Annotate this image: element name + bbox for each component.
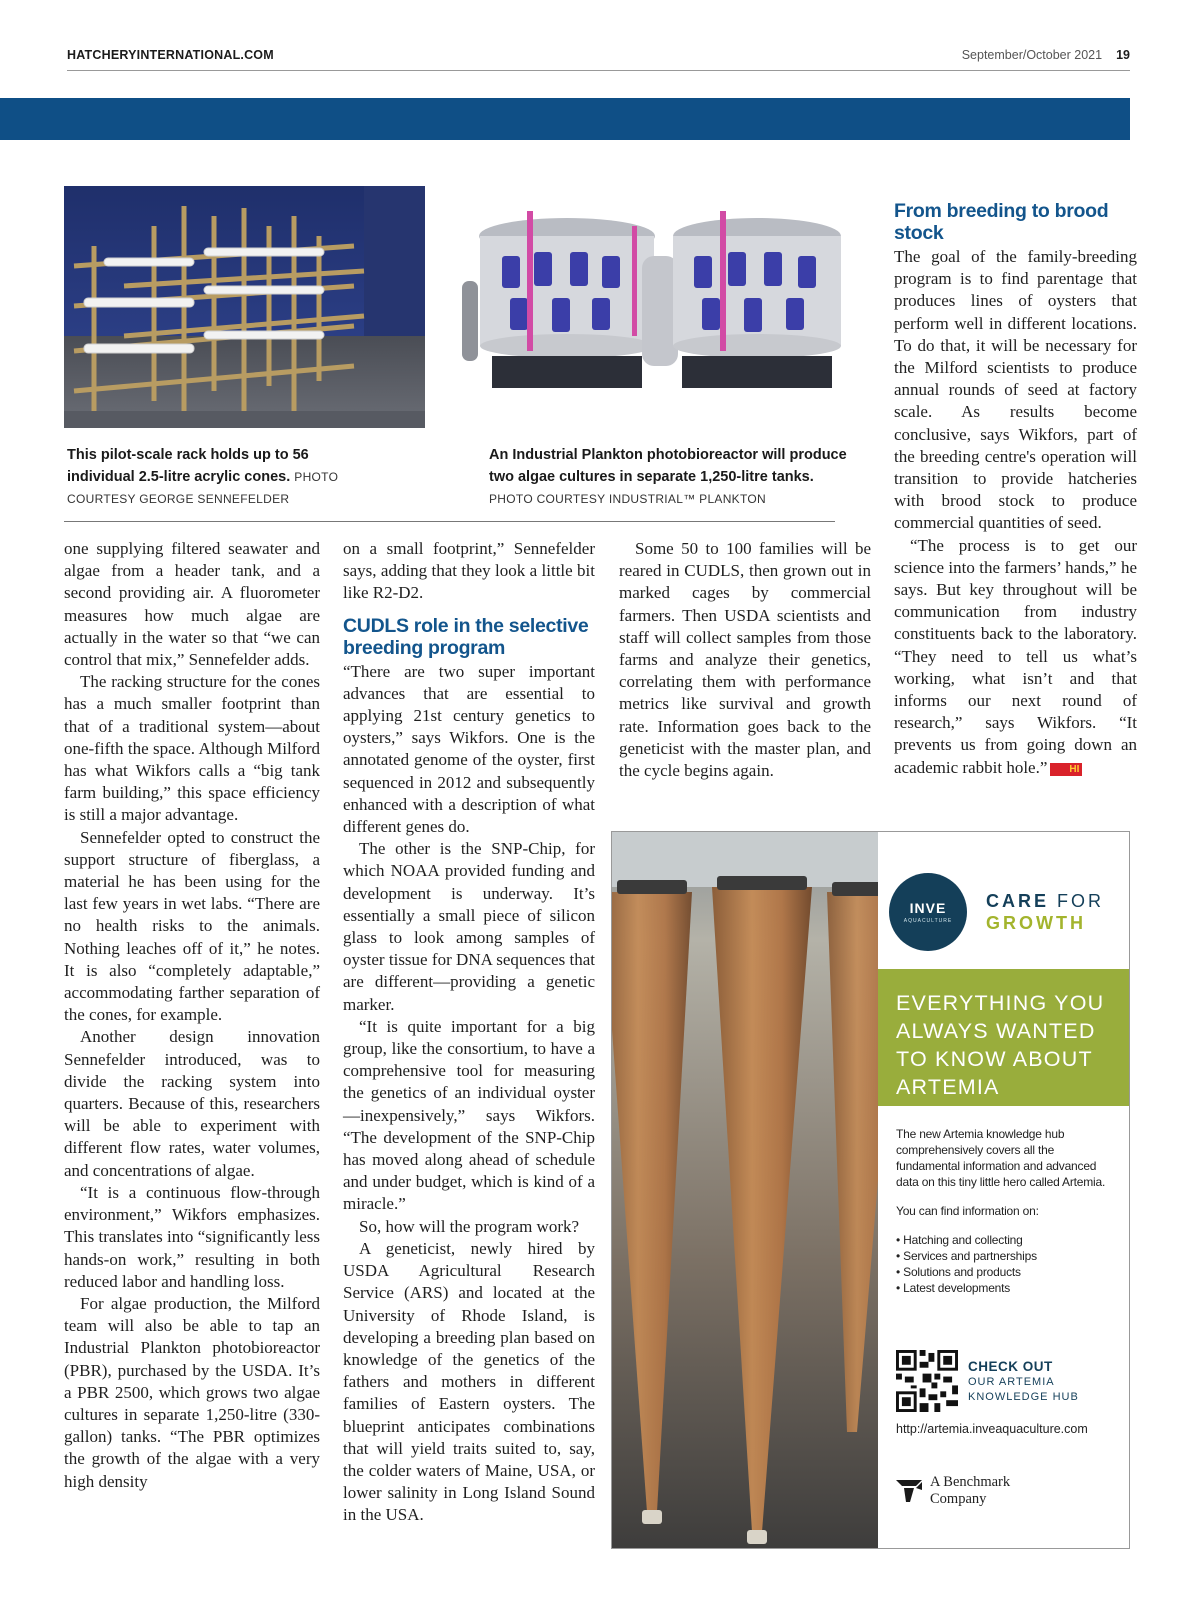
ad-url-link[interactable]: http://artemia.inveaquaculture.com [896,1422,1088,1436]
hatching-cones-image [612,832,878,1548]
ad-headline: EVERYTHING YOU ALWAYS WANTED TO KNOW ABOUT ARTEMIA [896,991,1105,1099]
tagline-for: FOR [1057,891,1105,911]
issue-date: September/October 2021 [961,48,1103,62]
paragraph: So, how will the program work? [359,1216,580,1236]
caption-rule [64,521,835,522]
paragraph: The other is the SNP-Chip, for which NOAA provided funding and development is underway. It’s essentially a small piece of silicon glass to look among samples of oyster tissue for DNA sequences that are different—providing a genetic marker. [343,839,595,1014]
article-column-2 [343,538,595,1527]
paragraph: Sennefelder opted to construct the support structure of fiberglass, a material he has been using for the last few years in wet labs. “There are no health risks to the animals. Nothing leaches off of it,” he notes. It is also “completely adaptable,” accommodating farther separation of the cones, for example. [64,827,320,1025]
pbr-caption-text: An Industrial Plankton photobioreactor will produce two algae cultures in separate 1,250-litre tanks. [489,447,847,485]
logo-subtitle: AQUACULTURE [903,918,953,924]
page-number: 19 [1116,48,1130,62]
list-item: • Solutions and products [896,1264,1118,1280]
inve-advertisement[interactable] [611,831,1130,1549]
paragraph: “It is quite important for a big group, like the consortium, to have a comprehensive tool for measuring the genetics of an individual oyster—inexpensively,” says Wikfors. “The development of the SNP-Chip has moved along ahead of schedule and under budget, which is kind of a miracle.” [343,1016,595,1214]
qr-code-icon[interactable] [896,1350,958,1412]
paragraph: “There are two super important advances that are essential to applying 21st century genetics to oysters,” says Wikfors. One is the annotated genome of the oyster, first sequenced in 2012 and subsequently enhanced with a description of what different genes do. [343,661,595,837]
check-out-label: CHECK OUT [968,1359,1053,1374]
check-out-sub-1: OUR ARTEMIA [968,1376,1055,1388]
knowledge-hub-link[interactable] [968,1359,1079,1405]
benchmark-line-2: Company [930,1491,987,1507]
pbr-caption [489,444,849,510]
rack-caption-text: This pilot-scale rack holds up to 56 individual 2.5-litre acrylic cones. [67,447,309,485]
ad-bullet-list [896,1232,1118,1296]
artemia-cones-photo [612,832,878,1548]
article-column-4 [894,200,1137,779]
benchmark-logo-icon [896,1476,922,1502]
paragraph: A geneticist, newly hired by USDA Agricultural Research Service (ARS) and located at the University of Rhode Island, is developing a breeding plan based on knowledge of the genetics of the fathers and mothers in different families of Eastern oysters. The blueprint anticipates combinations that will yield traits suited to, say, the colder waters of Maine, USA, or lower salinity in Long Island Sound in the USA. [343,1238,595,1525]
article-column-1 [64,538,320,1493]
benchmark-line-1: A Benchmark [930,1474,1011,1490]
paragraph: Another design innovation Sennefelder introduced, was to divide the racking system into quarters. Because of this, researchers will be able to experiment with different flow rates, water volumes, and concentrations of algae. [64,1027,320,1180]
end-mark-icon: HI [1050,763,1082,776]
tagline-care: CARE [986,891,1050,911]
list-item: • Hatching and collecting [896,1232,1118,1248]
paragraph: “It is a continuous flow-through environment,” Wikfors emphasizes. This translates into “significantly less hands-on work,” resulting in both reduced labor and handling loss. [64,1182,320,1291]
header-rule [67,70,1130,71]
ad-find-text: You can find information on: [896,1204,1039,1218]
section-heading-cudls: CUDLS role in the selective breeding program [343,614,589,659]
paragraph: The goal of the family-breeding program is to find parentage that produces lines of oysters that perform well in different locations. To do that, it will be necessary for the Milford scientists to produce annual rounds of seed at factory scale. As results become conclusive, says Wikfors, part of the breeding centre's operation will transition to provide hatcheries with brood stock to produce commercial quantities of seed. [894,247,1137,533]
ad-headline-box [878,969,1129,1106]
list-item: • Latest developments [896,1280,1118,1296]
photobioreactor-photo [452,186,848,408]
fiberglass-rack-photo [64,186,425,428]
logo-name: INVE [909,900,947,916]
ad-body [896,1126,1118,1296]
article-column-3 [619,538,871,782]
paragraph: on a small footprint,” Sennefelder says, adding that they look a little bit like R2-D2. [343,539,595,603]
site-name[interactable]: HATCHERYINTERNATIONAL.COM [67,48,274,62]
section-banner [0,98,1130,140]
paragraph: Some 50 to 100 families will be reared in CUDLS, then grown out in marked cages by commercial farmers. Then USDA scientists and staff will collect samples from those farms and analyze their genetics, correlating them with performance metrics like survival and growth rate. Information goes back to the geneticist with the master plan, and the cycle begins again. [619,539,871,781]
benchmark-text [930,1474,1010,1508]
ad-tagline [986,890,1104,934]
ad-body-text: The new Artemia knowledge hub comprehensively covers all the fundamental information and advanced data on this tiny little hero called Artemia. [896,1127,1106,1189]
pbr-photo [452,186,848,408]
section-heading-brood-stock: From breeding to brood stock [894,200,1109,244]
paragraph: For algae production, the Milford team will also be able to tap an Industrial Plankton photobioreactor (PBR), purchased by the USDA. It’s a PBR 2500, which grows two algae cultures in separate 1,250-litre (330-gallon) tanks. “The PBR optimizes the growth of the algae with a very high density [64,1293,320,1491]
list-item: • Services and partnerships [896,1248,1118,1264]
tagline-growth: GROWTH [986,913,1086,933]
rack-caption [67,444,367,510]
rack-photo [64,186,425,428]
rack-photo-credit: PHOTO COURTESY GEORGE SENNEFELDER [67,470,339,506]
paragraph: The racking structure for the cones has a much smaller footprint than that of a traditional system—about one-fifth the space. Although Milford has what Wikfors calls a “big tank farm building,” this space efficiency is still a major advantage. [64,672,320,825]
inve-logo [889,873,967,951]
paragraph-text: “The process is to get our science into the farmers’ hands,” he says. But key throughout will be communication from industry constituents back to the laboratory. “They need to tell us what’s working, what isn’t and that informs our next round of research,” says Wikfors. “It prevents us from going down an academic rabbit hole.” [894,535,1137,777]
pbr-photo-credit: PHOTO COURTESY INDUSTRIAL™ PLANKTON [489,492,767,506]
paragraph: one supplying filtered seawater and algae from a header tank, and a second providing air. A fluorometer measures how much algae are actually in the water so that “we can control that mix,” Sennefelder adds. [64,539,320,670]
check-out-sub-2: KNOWLEDGE HUB [968,1391,1079,1403]
paragraph [894,535,1137,779]
issue-info [962,48,1130,62]
ad-content [878,832,1129,1548]
